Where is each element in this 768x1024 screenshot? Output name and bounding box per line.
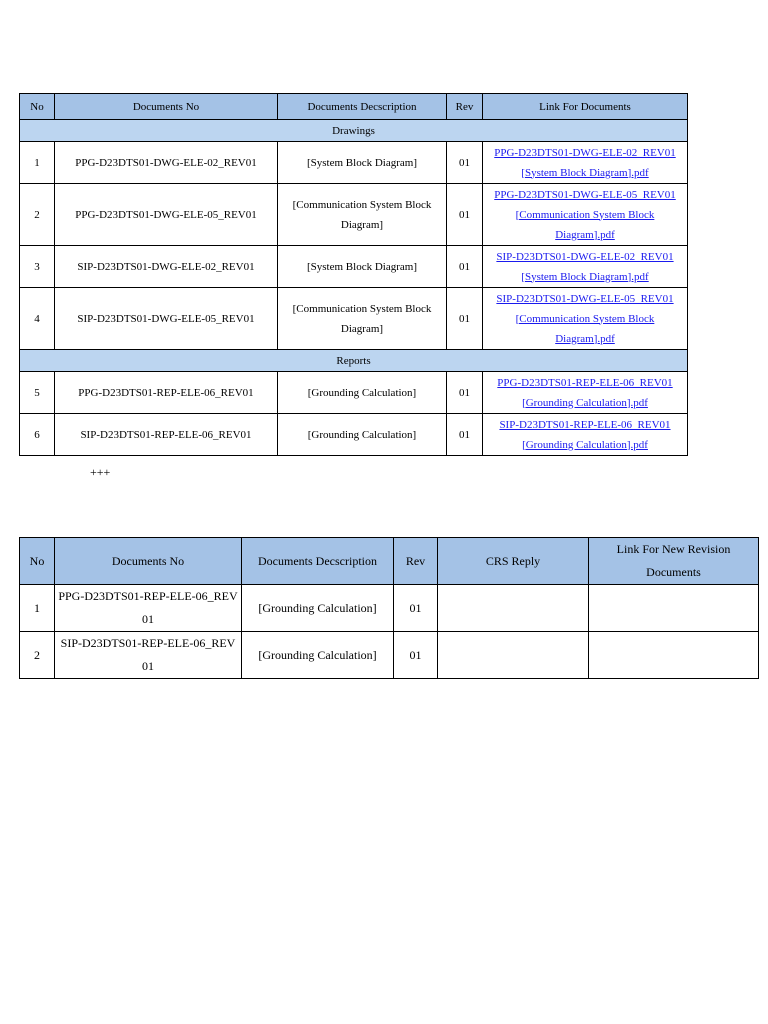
document-link[interactable] [486, 415, 684, 455]
cell-description: [System Block Diagram] [278, 142, 447, 184]
cell-rev: 01 [447, 414, 483, 456]
table-row [20, 372, 688, 414]
cell-no: 3 [20, 246, 55, 288]
cell-document-no: PPG-D23DTS01-REP-ELE-06_REV01 [55, 585, 242, 632]
cell-description: [Grounding Calculation] [278, 372, 447, 414]
cell-description: [Grounding Calculation] [242, 585, 394, 632]
header-rev: Rev [447, 94, 483, 120]
document-link[interactable] [486, 247, 684, 287]
table-row [20, 142, 688, 184]
documents-table-header [20, 94, 688, 120]
cell-link [483, 246, 688, 288]
cell-link [483, 372, 688, 414]
crs-table-header [20, 538, 759, 585]
cell-link [483, 414, 688, 456]
cell-document-no: PPG-D23DTS01-DWG-ELE-02_REV01 [55, 142, 278, 184]
link-line: SIP-D23DTS01-DWG-ELE-02_REV01 [496, 250, 674, 263]
link-line: [Communication System Block [515, 208, 655, 221]
header-documents-description: Documents Decscription [242, 538, 394, 585]
cell-no: 1 [20, 585, 55, 632]
cell-rev: 01 [447, 184, 483, 246]
cell-description: [Communication System Block Diagram] [278, 184, 447, 246]
section-row-reports [20, 350, 688, 372]
table-row [20, 585, 759, 632]
cell-link [483, 288, 688, 350]
header-link-for-documents: Link For Documents [483, 94, 688, 120]
document-link[interactable] [486, 185, 684, 245]
header-documents-no: Documents No [55, 538, 242, 585]
cell-rev: 01 [447, 142, 483, 184]
cell-document-no: PPG-D23DTS01-DWG-ELE-05_REV01 [55, 184, 278, 246]
crs-reply-table [19, 537, 759, 679]
link-line: Diagram].pdf [555, 228, 615, 241]
table-row [20, 414, 688, 456]
cell-rev: 01 [394, 585, 438, 632]
table-row [20, 184, 688, 246]
cell-document-no: SIP-D23DTS01-REP-ELE-06_REV01 [55, 632, 242, 679]
section-row-drawings [20, 120, 688, 142]
header-no: No [20, 538, 55, 585]
cell-description: [Communication System Block Diagram] [278, 288, 447, 350]
cell-rev: 01 [394, 632, 438, 679]
cell-description: [System Block Diagram] [278, 246, 447, 288]
documents-table [19, 93, 688, 456]
cell-crs-reply[interactable] [438, 585, 589, 632]
cell-document-no: SIP-D23DTS01-REP-ELE-06_REV01 [55, 414, 278, 456]
document-link[interactable] [486, 373, 684, 413]
section-title: Drawings [20, 120, 688, 142]
section-title: Reports [20, 350, 688, 372]
link-line: PPG-D23DTS01-DWG-ELE-02_REV01 [494, 146, 676, 159]
document-link[interactable] [486, 289, 684, 349]
cell-rev: 01 [447, 288, 483, 350]
table-row [20, 288, 688, 350]
cell-no: 6 [20, 414, 55, 456]
cell-rev: 01 [447, 372, 483, 414]
link-line: [Communication System Block [515, 312, 655, 325]
cell-description: [Grounding Calculation] [242, 632, 394, 679]
link-line: Diagram].pdf [555, 332, 615, 345]
cell-document-no: SIP-D23DTS01-DWG-ELE-05_REV01 [55, 288, 278, 350]
header-documents-no: Documents No [55, 94, 278, 120]
link-line: SIP-D23DTS01-DWG-ELE-05_REV01 [496, 292, 674, 305]
cell-no: 2 [20, 184, 55, 246]
cell-document-no: PPG-D23DTS01-REP-ELE-06_REV01 [55, 372, 278, 414]
header-no: No [20, 94, 55, 120]
link-line: [Grounding Calculation].pdf [522, 438, 648, 451]
cell-document-no: SIP-D23DTS01-DWG-ELE-02_REV01 [55, 246, 278, 288]
link-line: SIP-D23DTS01-REP-ELE-06_REV01 [499, 418, 671, 431]
link-line: PPG-D23DTS01-DWG-ELE-05_REV01 [494, 188, 676, 201]
cell-rev: 01 [447, 246, 483, 288]
header-rev: Rev [394, 538, 438, 585]
header-documents-description: Documents Decscription [278, 94, 447, 120]
document-link[interactable] [486, 143, 684, 183]
cell-no: 4 [20, 288, 55, 350]
table-row [20, 246, 688, 288]
cell-no: 2 [20, 632, 55, 679]
cell-new-revision-link[interactable] [589, 632, 759, 679]
cell-description: [Grounding Calculation] [278, 414, 447, 456]
cell-no: 1 [20, 142, 55, 184]
cell-link [483, 184, 688, 246]
cell-link [483, 142, 688, 184]
table-row [20, 632, 759, 679]
header-crs-reply: CRS Reply [438, 538, 589, 585]
link-line: [System Block Diagram].pdf [521, 166, 649, 179]
cell-no: 5 [20, 372, 55, 414]
link-line: [System Block Diagram].pdf [521, 270, 649, 283]
note-marker: +++ [90, 465, 111, 479]
header-link-for-new-revision: Link For New Revision Documents [589, 538, 759, 585]
cell-new-revision-link[interactable] [589, 585, 759, 632]
link-line: [Grounding Calculation].pdf [522, 396, 648, 409]
cell-crs-reply[interactable] [438, 632, 589, 679]
link-line: PPG-D23DTS01-REP-ELE-06_REV01 [497, 376, 673, 389]
